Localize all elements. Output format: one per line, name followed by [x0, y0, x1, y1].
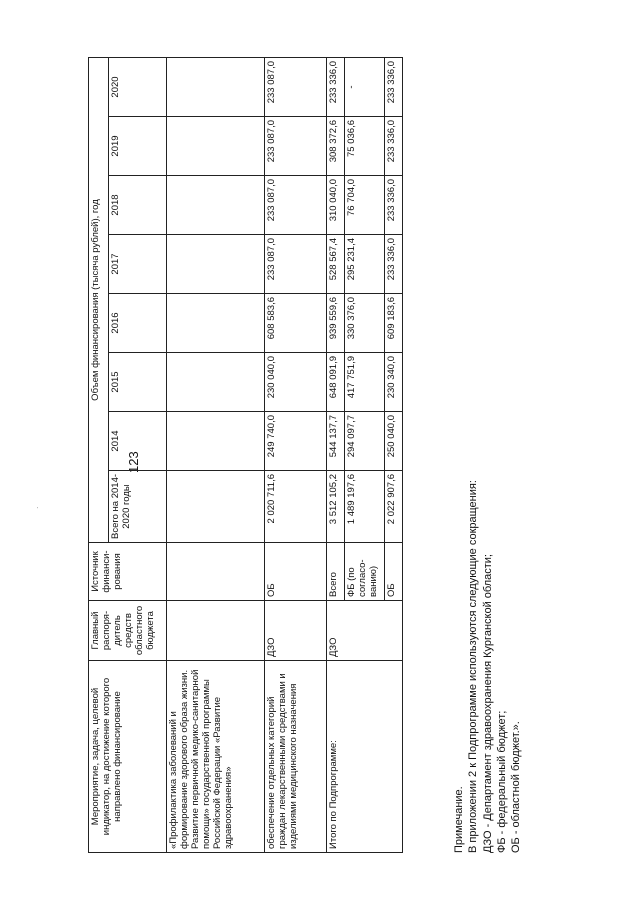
- header-year: 2018: [109, 176, 167, 235]
- cell-value: [167, 353, 265, 412]
- notes: [452, 480, 523, 853]
- notes-item: ФБ - федеральный бюджет;: [495, 710, 508, 853]
- cell-value: 230 040,0: [265, 353, 327, 412]
- header-year: 2020: [109, 58, 167, 117]
- cell-measure: «Профилактика заболеваний и формирование здорового образа жизни. Развитие первичной медико-санитарной помощи» государственной программы Российской Федерации «Развитие здравоохранения»: [167, 661, 265, 853]
- header-year: 2015: [109, 353, 167, 412]
- cell-value: 233 336,0: [327, 58, 345, 117]
- cell-itogo-label: Итого по Подпрограмме:: [327, 661, 403, 853]
- cell-value: 294 097,7: [345, 412, 385, 471]
- cell-value: 75 036,6: [345, 117, 385, 176]
- cell-manager: ДЗО: [265, 601, 327, 661]
- table-row: [265, 58, 327, 853]
- cell-itogo-manager: ДЗО: [327, 601, 403, 661]
- header-manager: Главный распоря-дитель средств областного бюджета: [89, 601, 167, 661]
- cell-total: [167, 471, 265, 543]
- cell-value: 308 372,6: [327, 117, 345, 176]
- cell-value: 233 087,0: [265, 235, 327, 294]
- cell-value: 544 137,7: [327, 412, 345, 471]
- table-row: [167, 58, 265, 853]
- cell-value: 330 376,0: [345, 294, 385, 353]
- cell-value: 233 087,0: [265, 117, 327, 176]
- cell-value: 608 583,6: [265, 294, 327, 353]
- header-year: 2017: [109, 235, 167, 294]
- cell-value: 76 704,0: [345, 176, 385, 235]
- header-year: 2014: [109, 412, 167, 471]
- cell-source: [167, 543, 265, 601]
- cell-total: 2 020 711,6: [265, 471, 327, 543]
- page-number: 123: [126, 451, 141, 473]
- cell-value: [167, 235, 265, 294]
- header-volume: Объем финансирования (тысяча рублей), год: [89, 58, 109, 543]
- cell-value: 233 336,0: [385, 58, 403, 117]
- cell-manager: [167, 601, 265, 661]
- financing-table: [88, 57, 403, 853]
- cell-total: 3 512 105,2: [327, 471, 345, 543]
- header-year: 2019: [109, 117, 167, 176]
- cell-value: 939 559,6: [327, 294, 345, 353]
- cell-value: 230 340,0: [385, 353, 403, 412]
- cell-value: 249 740,0: [265, 412, 327, 471]
- cell-value: 250 040,0: [385, 412, 403, 471]
- cell-source: ФБ (по согласо-ванию): [345, 543, 385, 601]
- cell-value: 528 567,4: [327, 235, 345, 294]
- header-measure: Мероприятие, задача, целевой индикатор, на достижение которого направлено финансирование: [89, 661, 167, 853]
- cell-value: 233 336,0: [385, 117, 403, 176]
- cell-value: [167, 294, 265, 353]
- cell-source: Всего: [327, 543, 345, 601]
- cell-value: 233 336,0: [385, 176, 403, 235]
- notes-intro: В приложении 2 к Подпрограмме используются следующие сокращения:: [467, 480, 480, 853]
- cell-value: 310 040,0: [327, 176, 345, 235]
- cell-value: [167, 58, 265, 117]
- header-year: 2016: [109, 294, 167, 353]
- cell-value: 648 091,9: [327, 353, 345, 412]
- notes-title: Примечание.: [453, 786, 465, 853]
- cell-value: 233 087,0: [265, 58, 327, 117]
- cell-value: [167, 412, 265, 471]
- table-row: [327, 58, 345, 853]
- cell-total: 1 489 197,6: [345, 471, 385, 543]
- cell-source: ОБ: [385, 543, 403, 601]
- cell-value: 233 336,0: [385, 235, 403, 294]
- scan-speck: .: [30, 506, 40, 509]
- cell-value: 233 087,0: [265, 176, 327, 235]
- cell-measure: обеспечение отдельных категорий граждан лекарственными средствами и изделиями медицинского назначения: [265, 661, 327, 853]
- notes-item: ДЗО - Департамент здравоохранения Курганской области;: [481, 554, 494, 853]
- header-total-years: Всего на 2014-2020 годы: [109, 471, 167, 543]
- cell-total: 2 022 907,6: [385, 471, 403, 543]
- cell-value: [167, 176, 265, 235]
- cell-source: ОБ: [265, 543, 327, 601]
- cell-value: 609 183,6: [385, 294, 403, 353]
- cell-value: 295 231,4: [345, 235, 385, 294]
- cell-value: 417 751,9: [345, 353, 385, 412]
- cell-value: [167, 117, 265, 176]
- header-source: Источник финанси-рования: [89, 543, 167, 601]
- cell-value: -: [345, 58, 385, 117]
- notes-item: ОБ - областной бюджет.».: [510, 721, 523, 853]
